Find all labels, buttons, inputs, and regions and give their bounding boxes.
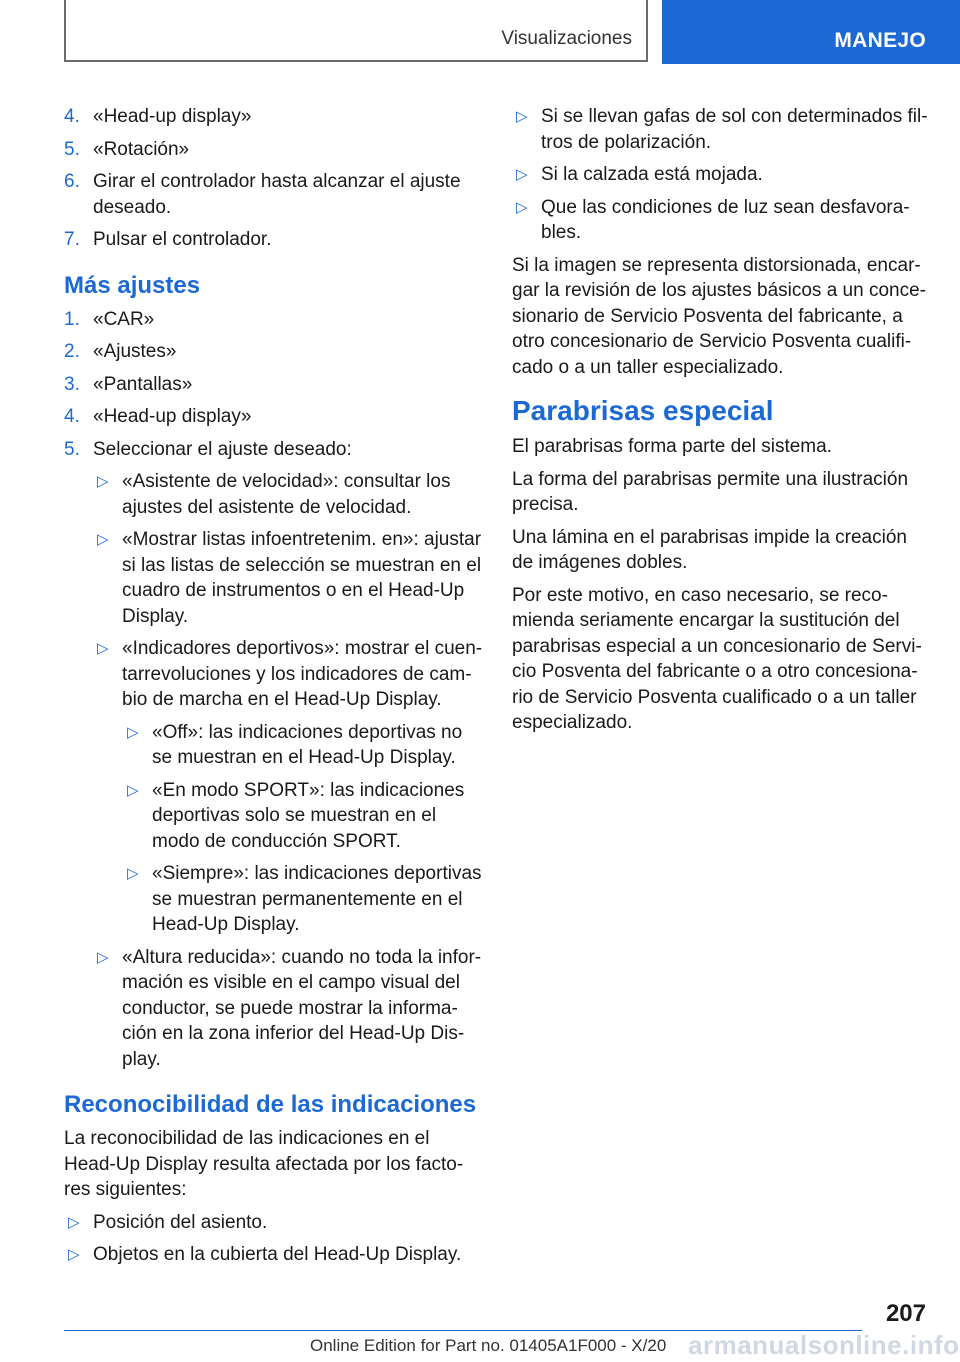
step-number: 1. bbox=[64, 308, 80, 330]
bullet-text: «Siempre»: las indicaciones deportivas se muestran permanentemente en el Head-Up Display. bbox=[152, 863, 482, 935]
triangle-bullet-icon: ▷ bbox=[97, 473, 109, 490]
step-text: «Head-up display» bbox=[93, 106, 252, 127]
list-item bbox=[64, 227, 484, 253]
paragraph: Una lámina en el parabrisas impide la creación de imágenes dobles. bbox=[512, 526, 907, 573]
triangle-bullet-icon: ▷ bbox=[516, 198, 528, 216]
bullet-item bbox=[64, 1210, 484, 1236]
bullet-text: Si la calzada está mojada. bbox=[541, 164, 763, 185]
bullet-text: Si se llevan gafas de sol con determinados fil-tros de polarización. bbox=[541, 106, 928, 153]
header-frame bbox=[64, 0, 648, 62]
footer-edition-text: Online Edition for Part no. 01405A1F000 - X/20 bbox=[310, 1336, 667, 1355]
step-number: 5. bbox=[64, 438, 80, 460]
sub-bullet-item bbox=[123, 720, 484, 771]
paragraph: La forma del parabrisas permite una ilustración precisa. bbox=[512, 468, 909, 515]
bullet-item bbox=[93, 469, 484, 520]
bullet-text: «En modo SPORT»: las indicaciones deportivas solo se muestran en el modo de conducción SPORT. bbox=[152, 779, 465, 852]
bullet-item bbox=[512, 162, 932, 188]
triangle-bullet-icon: ▷ bbox=[127, 865, 139, 882]
step-text: Pulsar el controlador. bbox=[93, 229, 272, 250]
header-chapter-tab: MANEJO bbox=[662, 0, 960, 64]
list-item bbox=[64, 307, 484, 333]
list-item bbox=[64, 404, 484, 430]
bullet-item bbox=[512, 195, 932, 246]
bullet-item bbox=[93, 527, 484, 629]
page-number: 207 bbox=[885, 1300, 926, 1327]
triangle-bullet-icon: ▷ bbox=[97, 531, 109, 548]
heading-reconocibilidad: Reconocibilidad de las indicaciones bbox=[64, 1091, 477, 1118]
step-number: 4. bbox=[64, 106, 80, 127]
step-number: 3. bbox=[64, 373, 80, 395]
sub-bullet-item bbox=[123, 861, 484, 938]
bullet-text: «Asistente de velocidad»: consultar los ajustes del asistente de velocidad. bbox=[122, 471, 451, 518]
triangle-bullet-icon: ▷ bbox=[97, 948, 109, 966]
triangle-bullet-icon: ▷ bbox=[127, 723, 139, 741]
step-list-b bbox=[64, 307, 484, 463]
paragraph: La reconocibilidad de las indicaciones en el Head-Up Display resulta afectada por los facto-res siguientes: bbox=[64, 1128, 464, 1200]
step-list-a bbox=[64, 104, 484, 253]
paragraph: Por este motivo, en caso necesario, se reco-mienda seriamente encargar la sustitución del parabrisas especial a un concesionario de Servi-cio Posventa del fabricante o a otro concesiona-rio de Servicio Posventa cualificado o a un taller especializado. bbox=[512, 584, 922, 733]
step-text: «Head-up display» bbox=[93, 406, 252, 427]
list-item bbox=[64, 339, 484, 365]
heading-mas-ajustes: Más ajustes bbox=[64, 271, 201, 299]
step-number: 2. bbox=[64, 341, 80, 362]
paragraph: Si la imagen se representa distorsionada, encar-gar la revisión de los ajustes básicos a un conce-sionario de Servicio Posventa del fabricante, a otro concesionario de Servicio Posventa cualifi-cado o a un taller especializado. bbox=[512, 254, 927, 378]
bullet-text: «Off»: las indicaciones deportivas no se muestran en el Head-Up Display. bbox=[152, 721, 463, 768]
step-text: Girar el controlador hasta alcanzar el ajuste deseado. bbox=[93, 171, 461, 218]
step-text: «CAR» bbox=[93, 308, 155, 330]
triangle-bullet-icon: ▷ bbox=[516, 166, 528, 183]
header-section-title: Visualizaciones bbox=[501, 28, 632, 49]
bullet-text: Posición del asiento. bbox=[93, 1211, 268, 1233]
list-item bbox=[64, 437, 484, 463]
sub-bullet-item bbox=[123, 778, 484, 855]
list-item bbox=[64, 372, 484, 398]
bullet-item bbox=[93, 636, 484, 713]
triangle-bullet-icon: ▷ bbox=[68, 1246, 80, 1263]
list-item bbox=[64, 104, 484, 130]
bullet-item bbox=[512, 104, 932, 155]
list-item bbox=[64, 137, 484, 163]
step-text: «Pantallas» bbox=[93, 373, 193, 395]
triangle-bullet-icon: ▷ bbox=[516, 108, 528, 125]
bullet-text: «Altura reducida»: cuando no toda la infor-mación es visible en el campo visual del conductor, se puede mostrar la informa-ción en la zona inferior del Head-Up Dis-play. bbox=[122, 946, 482, 1070]
step-number: 6. bbox=[64, 171, 80, 192]
heading-parabrisas-especial: Parabrisas especial bbox=[512, 395, 774, 426]
triangle-bullet-icon: ▷ bbox=[127, 781, 139, 799]
step-text: Seleccionar el ajuste deseado: bbox=[93, 438, 352, 460]
bullet-text: «Mostrar listas infoentretenim. en»: ajustar si las listas de selección se muestran en el cuadro de instrumentos o en el Head-Up Display. bbox=[122, 529, 482, 627]
step-number: 7. bbox=[64, 229, 80, 250]
paragraph: El parabrisas forma parte del sistema. bbox=[512, 436, 832, 457]
right-column bbox=[512, 104, 932, 743]
bullet-text: «Indicadores deportivos»: mostrar el cuen-tarrevoluciones y los indicadores de cam-bio de marcha en el Head-Up Display. bbox=[122, 638, 483, 710]
bullet-text: Objetos en la cubierta del Head-Up Display. bbox=[93, 1244, 462, 1265]
left-column bbox=[64, 104, 484, 1275]
bullet-item bbox=[93, 945, 484, 1073]
step-number: 4. bbox=[64, 406, 80, 427]
bullet-item bbox=[64, 1242, 484, 1268]
list-item bbox=[64, 169, 484, 220]
bullet-text: Que las condiciones de luz sean desfavora-bles. bbox=[541, 196, 910, 243]
step-text: «Rotación» bbox=[93, 138, 190, 160]
watermark: armanualsonline.info bbox=[688, 1330, 960, 1360]
step-number: 5. bbox=[64, 138, 80, 160]
triangle-bullet-icon: ▷ bbox=[97, 640, 109, 657]
triangle-bullet-icon: ▷ bbox=[68, 1213, 80, 1231]
step-text: «Ajustes» bbox=[93, 341, 177, 362]
